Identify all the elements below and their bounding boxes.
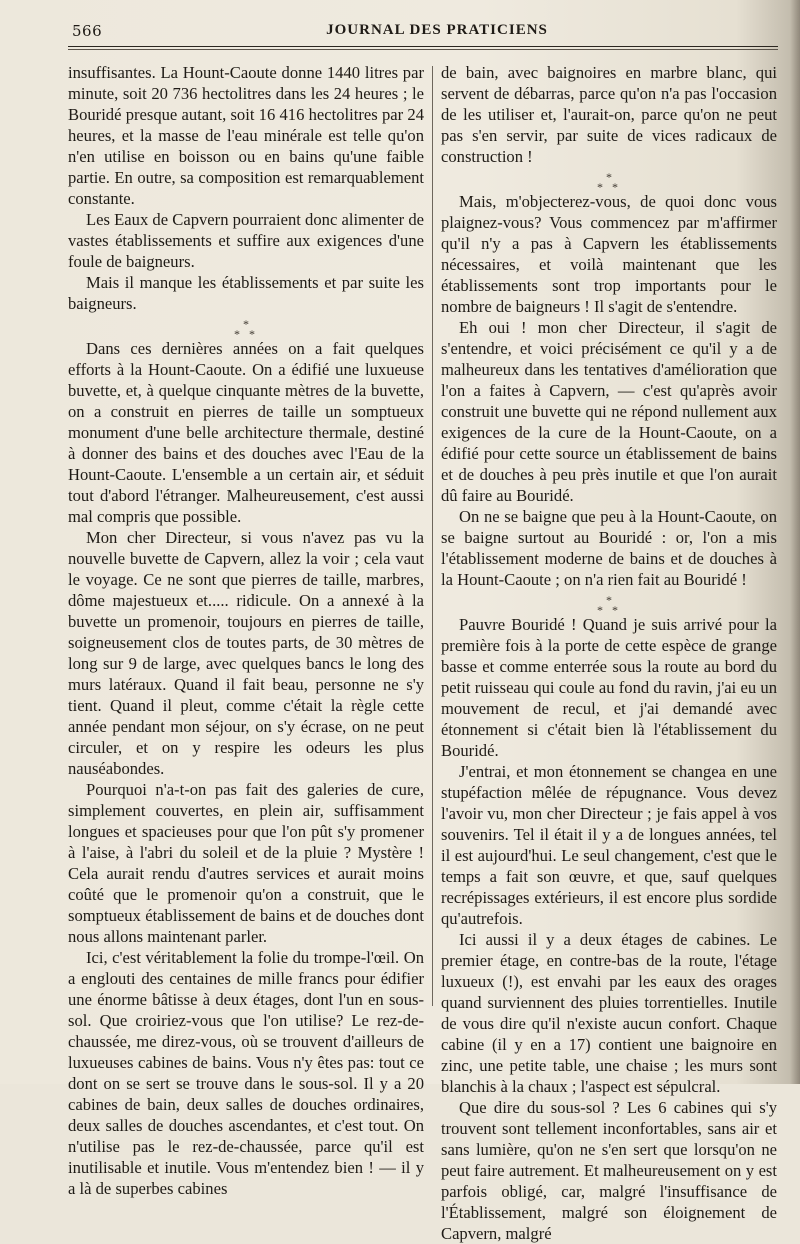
header-rule-thin xyxy=(68,49,778,50)
page-edge-shadow xyxy=(790,0,800,1084)
separator-asterisk-bottom: * * xyxy=(597,603,621,617)
header-rule xyxy=(68,46,778,47)
column-divider xyxy=(432,66,433,1006)
paragraph: insuffisantes. La Hount-Caoute donne 1440 litres par minute, soit 20 736 hectolitres dans les 24 heures ; le Bouridé presque autant, soit 16 416 hectolitres par 24 heures, et la masse de l'eau minérale est telle qu'on n'en utilise en boisson ou en bains qu'une faible partie. En outre, sa composition est remarquablement constante. xyxy=(68,63,424,208)
paragraph: Dans ces dernières années on a fait quelques efforts à la Hount-Caoute. On a édifié une luxueuse buvette, et, à quelque cinquante mètres de la buvette, on a construit en pierres de taille un somptueux monument d'une belle architecture thermale, destiné à donner des bains et des douches avec l'Eau de la Hount-Caoute. L'ensemble a un certain air, et séduit tout d'abord l'étranger. Malheureusement, c'est aussi mal compris que possible. xyxy=(68,339,424,526)
section-separator xyxy=(68,314,424,341)
page-number: 566 xyxy=(72,22,103,40)
paragraph: Mais il manque les établissements et par suite les baigneurs. xyxy=(68,273,424,313)
separator-asterisk-bottom: * * xyxy=(597,180,621,194)
running-title: JOURNAL DES PRATICIENS xyxy=(326,22,548,38)
separator-asterisk-bottom: * * xyxy=(234,327,258,341)
paragraph: Que dire du sous-sol ? Les 6 cabines qui s'y trouvent sont tellement inconfortables, sans air et sans lumière, qu'on ne s'en sert que lorsqu'on ne peut faire autrement. Et malheureusement on y est parfois obligé, car, malgré l'insuffisance de l'Établissement, malgré son éloignement de Capvern, malgré xyxy=(441,1098,777,1243)
paragraph: de bain, avec baignoires en marbre blanc, qui servent de débarras, parce qu'on n'a pas l'occasion de les utiliser et, l'aurait-on, parce qu'on ne peut pas s'en servir, par suite de vices radicaux de construction ! xyxy=(441,63,777,166)
paragraph: Les Eaux de Capvern pourraient donc alimenter de vastes établissements et suffire aux exigences d'une foule de baigneurs. xyxy=(68,210,424,271)
paragraph: Pourquoi n'a-t-on pas fait des galeries de cure, simplement couvertes, en plein air, suffisamment longues et spacieuses pour que l'on pût s'y promener à l'aise, à l'abri du soleil et de la pluie ? Mystère ! Cela aurait rendu d'autres services et aurait moins coûté que le promenoir qu'on a construit, que le somptueux établissement de bains et de douches dont nous allons maintenant parler. xyxy=(68,780,424,946)
paragraph: J'entrai, et mon étonnement se changea en une stupéfaction mêlée de répugnance. Vous devez l'avoir vu, mon cher Directeur ; je fais appel à vos souvenirs. Tel il était il y a de longues années, tel il est aujourd'hui. Le seul changement, c'est que le temps a fait son œuvre, et que, sauf quelques recrépissages extérieurs, il est encore plus sordide qu'autrefois. xyxy=(441,762,777,928)
paragraph: Mais, m'objecterez-vous, de quoi donc vous plaignez-vous? Vous commencez par m'affirmer qu'il n'y a pas à Capvern les établissements nécessaires, et voilà maintenant que les établissements sont trop importants pour le nombre de baigneurs ! Il s'agit de s'entendre. xyxy=(441,192,777,316)
paragraph: Pauvre Bouridé ! Quand je suis arrivé pour la première fois à la porte de cette espèce de grange basse et comme enterrée sous la route au bord du petit ruisseau qui coule au fond du ravin, j'ai eu un mouvement de recul, et j'ai demandé avec étonnement si c'était bien là l'établissement du Bouridé. xyxy=(441,615,777,760)
separator-asterisk-top: * xyxy=(606,170,612,184)
paragraph: On ne se baigne que peu à la Hount-Caoute, on se baigne surtout au Bouridé : or, l'on a mis l'établissement moderne de bains et de douches à la Hount-Caoute ; on n'a rien fait au Bouridé ! xyxy=(441,507,777,589)
left-column xyxy=(68,62,424,1199)
paragraph: Eh oui ! mon cher Directeur, il s'agit de s'entendre, et voici précisément ce qu'il y a de malheureux dans les tentatives d'amélioration que l'on a faites à Capvern, — c'est qu'après avoir construit une buvette qui ne répond nullement aux exigences de la cure de la Hount-Caoute, on a édifié pour cette source un établissement de bains et de douches à peu près inutile et que l'on aurait dû faire au Bouridé. xyxy=(441,318,777,505)
section-separator xyxy=(441,167,777,194)
paragraph: Ici, c'est véritablement la folie du trompe-l'œil. On a englouti des centaines de mille francs pour édifier une énorme bâtisse à deux étages, dont l'un en sous-sol. Que croiriez-vous que l'on utilise? Le rez-de-chaussée, me direz-vous, où se trouvent d'ailleurs de luxueuses cabines de bains. Vous n'y êtes pas: tout ce dont on se sert se trouve dans le sous-sol. Il y a 20 cabines de bain, deux salles de douches ordinaires, deux salles de douches ascendantes, et c'est tout. On n'utilise pas le rez-de-chaussée, parce qu'il est inutilisable et inutile. Vous m'entendez bien ! — il y a là de superbes cabines xyxy=(68,948,424,1198)
paragraph: Mon cher Directeur, si vous n'avez pas vu la nouvelle buvette de Capvern, allez la voir ; cela vaut le voyage. Ce ne sont que pierres de taille, marbres, dôme majestueux et..... ridicule. On a annexé à la buvette un promenoir, toujours en pierres de taille, soigneusement clos de toutes parts, de 30 mètres de long sur 9 de large, avec quelques bancs le long des murs latéraux. Quand il fait beau, personne ne s'y tient. Quand il pleut, comme c'était la règle cette année pendant mon séjour, on s'y écrase, on ne peut circuler, et on y respire les odeurs les plus nauséabondes. xyxy=(68,528,424,778)
right-column xyxy=(441,62,777,1244)
paragraph: Ici aussi il y a deux étages de cabines. Le premier étage, en contre-bas de la route, l'étage luxueux (!), est envahi par les eaux des orages quand surviennent des pluies torrentielles. Inutile de vous dire qu'il n'existe aucun confort. Chaque cabine (il y en a 17) contient une baignoire en zinc, une petite table, une chaise ; les murs sont blanchis à la chaux ; l'aspect est sépulcral. xyxy=(441,930,777,1096)
separator-asterisk-top: * xyxy=(243,317,249,331)
separator-asterisk-top: * xyxy=(606,593,612,607)
section-separator xyxy=(441,590,777,617)
page-header xyxy=(72,22,772,46)
